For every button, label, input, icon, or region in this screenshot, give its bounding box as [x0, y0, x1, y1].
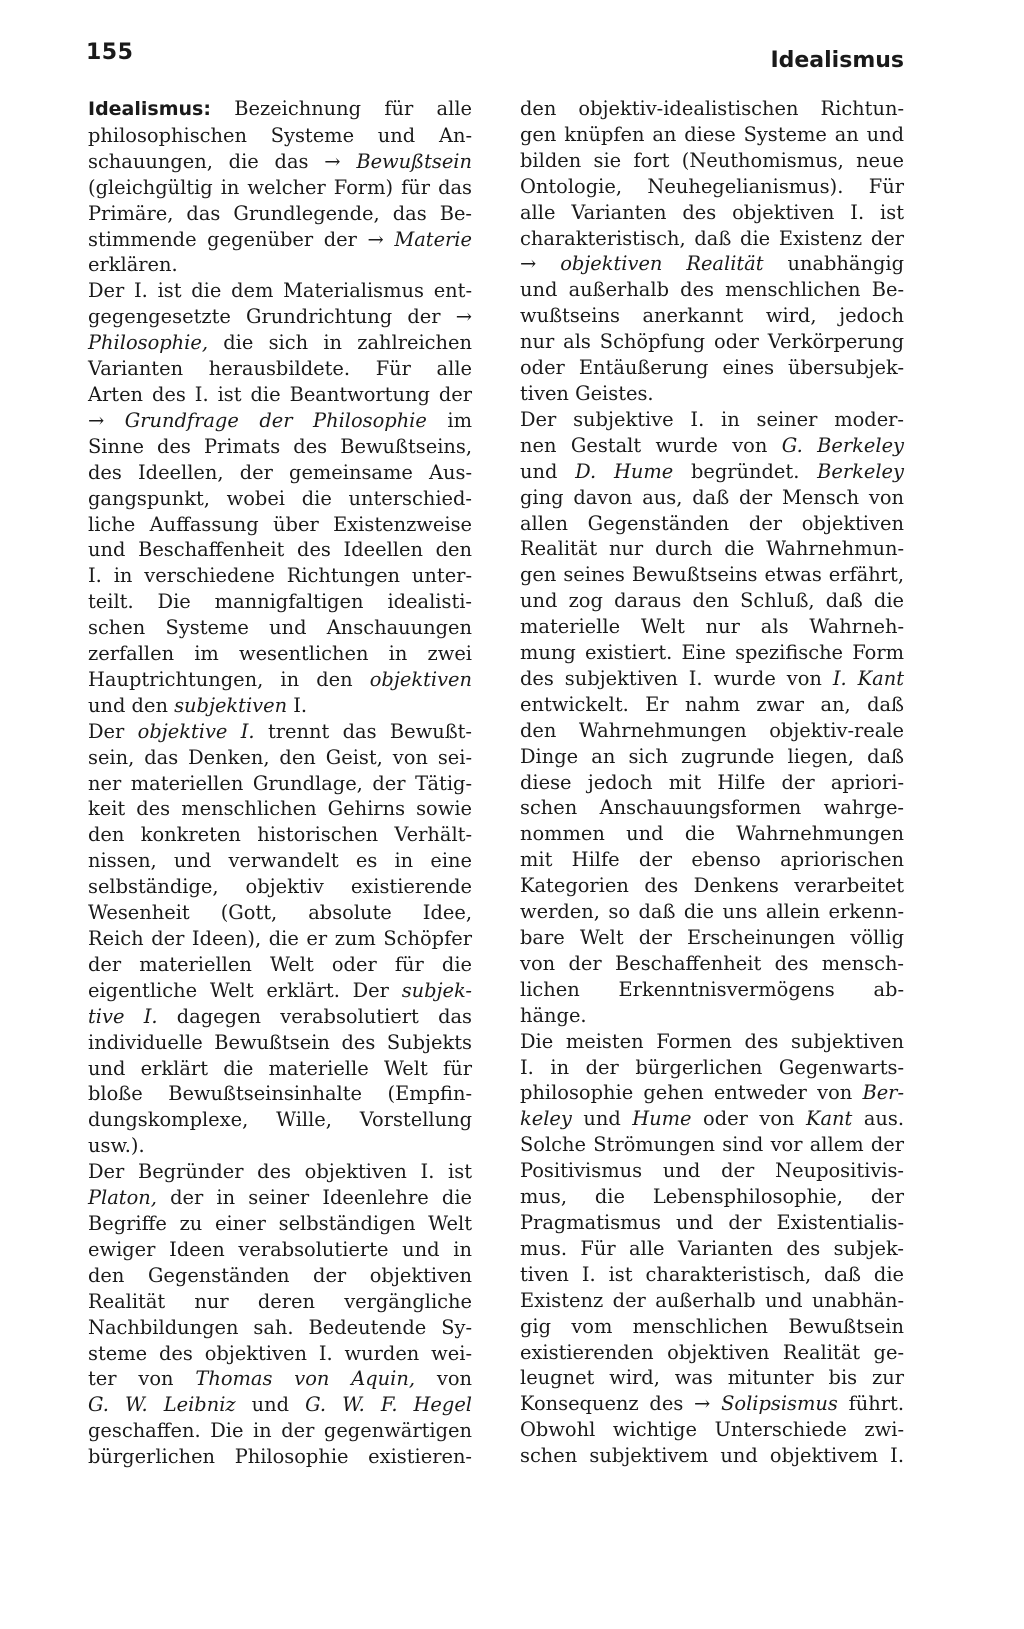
- text-line: [88, 1289, 472, 1315]
- text-span: (gleichgültig in welcher Form) für das: [88, 175, 472, 199]
- text-line: [520, 1262, 904, 1288]
- text-span: bilden sie fort (Neuthomismus, neue: [520, 148, 904, 172]
- text-span: Nachbildungen sah. Bedeutende Sy-: [88, 1315, 472, 1339]
- text-span: schen subjektivem und objektivem I.: [520, 1444, 904, 1468]
- text-line: [520, 1417, 904, 1443]
- text-line: [520, 1288, 904, 1314]
- text-span: individuelle Bewußtsein des Subjekts: [88, 1030, 472, 1054]
- text-span: geschaffen. Die in der gegenwärtigen: [88, 1419, 472, 1443]
- text-span: Realität nur durch die Wahrnehmun-: [520, 537, 904, 561]
- text-span: nissen, und verwandelt es in eine: [88, 849, 472, 873]
- text-line: [88, 1056, 472, 1082]
- text-line: [88, 1444, 472, 1470]
- text-span: den Wahrnehmungen objektiv-reale: [520, 718, 904, 742]
- text-span: Positivismus und der Neupositivis-: [520, 1159, 904, 1183]
- text-span: gig vom menschlichen Bewußtsein: [520, 1314, 904, 1338]
- text-span: dungskomplexe, Wille, Vorstellung: [88, 1108, 472, 1132]
- text-line: [520, 433, 904, 459]
- text-span: schauungen, die das →: [88, 149, 357, 173]
- italic-term: Hume: [632, 1107, 692, 1131]
- text-line: [520, 666, 904, 692]
- text-span: Der Begründer des objektiven I. ist: [88, 1160, 472, 1184]
- text-span: des subjektiven I. wurde von: [520, 666, 833, 690]
- text-span: I. in der bürgerlichen Gegenwarts-: [520, 1055, 904, 1079]
- text-line: [520, 1365, 904, 1391]
- text-span: →: [520, 252, 561, 276]
- text-line: [88, 641, 472, 667]
- text-line: [88, 434, 472, 460]
- page-number: 155: [86, 40, 134, 65]
- italic-term: Bewußtsein: [356, 149, 472, 173]
- text-line: [88, 796, 472, 822]
- text-line: [520, 1236, 904, 1262]
- text-line: [520, 847, 904, 873]
- text-span: schen Anschauungsformen wahrge-: [520, 796, 904, 820]
- italic-term: objektive I.: [137, 719, 255, 743]
- italic-term: keley: [520, 1107, 572, 1131]
- italic-term: G. W. F. Hegel: [305, 1393, 472, 1417]
- text-line: [88, 1366, 472, 1392]
- text-span: des Ideellen, der gemeinsame Aus-: [88, 460, 472, 484]
- text-line: [520, 485, 904, 511]
- text-line: [88, 822, 472, 848]
- text-line: [520, 459, 904, 485]
- text-line: [520, 1003, 904, 1029]
- text-line: [520, 148, 904, 174]
- text-span: den Gegenständen der objektiven: [88, 1263, 472, 1287]
- text-span: mung existiert. Eine spezifische Form: [520, 641, 904, 665]
- text-line: [88, 978, 472, 1004]
- text-span: Ontologie, Neuhegelianismus). Für: [520, 174, 904, 198]
- text-span: erklären.: [88, 253, 178, 277]
- text-span: bare Welt der Erscheinungen völlig: [520, 926, 904, 949]
- text-span: und den: [88, 693, 175, 717]
- text-line: [88, 537, 472, 563]
- text-span: begründet.: [673, 459, 818, 483]
- text-span: Pragmatismus und der Existentialis-: [520, 1210, 904, 1234]
- text-span: der materiellen Welt oder für die: [88, 952, 472, 976]
- text-span: der in seiner Ideenlehre die: [156, 1186, 472, 1210]
- text-span: steme des objektiven I. wurden wei-: [88, 1341, 472, 1365]
- text-span: gen seines Bewußtseins etwas erfährt,: [520, 563, 904, 587]
- text-line: [88, 719, 472, 745]
- text-span: den objektiv-idealistischen Richtun-: [520, 97, 904, 120]
- text-line: [88, 745, 472, 771]
- text-span: Sinne des Primats des Bewußtseins,: [88, 434, 472, 458]
- text-span: eigentliche Welt erklärt. Der: [88, 978, 402, 1002]
- text-line: [88, 1341, 472, 1367]
- text-span: unabhängig: [763, 252, 904, 276]
- text-line: [520, 329, 904, 355]
- text-line: [520, 1391, 904, 1417]
- text-span: wußtseins anerkannt wird, jedoch: [520, 304, 904, 328]
- text-span: von: [415, 1367, 473, 1391]
- text-span: oder Entäußerung eines übersubjek-: [520, 356, 904, 380]
- text-span: bürgerlichen Philosophie existieren-: [88, 1445, 472, 1469]
- text-line: [520, 1314, 904, 1340]
- text-line: [520, 821, 904, 847]
- text-line: [520, 251, 904, 277]
- text-line: [520, 1210, 904, 1236]
- text-span: Existenz der außerhalb und unabhän-: [520, 1288, 904, 1312]
- text-line: [88, 615, 472, 641]
- text-line: [88, 848, 472, 874]
- text-line: [88, 252, 472, 278]
- text-span: philosophischen Systeme und An-: [88, 123, 472, 147]
- text-span: diese jedoch mit Hilfe der apriori-: [520, 770, 904, 794]
- text-line: [88, 356, 472, 382]
- text-line: [520, 614, 904, 640]
- text-line: [520, 536, 904, 562]
- text-line: [520, 1132, 904, 1158]
- text-span: ner materiellen Grundlage, der Tätig-: [88, 771, 472, 795]
- text-line: [520, 174, 904, 200]
- text-line: [88, 1185, 472, 1211]
- italic-term: Materie: [394, 227, 472, 251]
- italic-term: objektiven: [369, 667, 472, 691]
- text-line: [88, 1030, 472, 1056]
- text-span: den konkreten historischen Verhält-: [88, 823, 472, 847]
- italic-term: G. W. Leibniz: [88, 1393, 236, 1417]
- text-line: [88, 693, 472, 719]
- italic-term: Ber-: [862, 1081, 904, 1105]
- text-span: Konsequenz des →: [520, 1392, 722, 1416]
- text-span: sein, das Denken, den Geist, von sei-: [88, 745, 472, 769]
- text-span: lichen Erkenntnisvermögens ab-: [520, 977, 904, 1001]
- text-span: entwickelt. Er nahm zwar an, daß: [520, 692, 904, 716]
- text-span: Realität nur deren vergängliche: [88, 1289, 472, 1313]
- text-line: [520, 1055, 904, 1081]
- text-line: [88, 1237, 472, 1263]
- text-line: [88, 1315, 472, 1341]
- text-line: [520, 1080, 904, 1106]
- text-line: [520, 1184, 904, 1210]
- text-line: [520, 925, 904, 951]
- text-line: [88, 1107, 472, 1133]
- text-line: [520, 96, 904, 122]
- text-line: [520, 1158, 904, 1184]
- text-span: mus, die Lebensphilosophie, der: [520, 1185, 904, 1209]
- text-span: nommen und die Wahrnehmungen: [520, 822, 904, 846]
- text-span: aus.: [852, 1107, 904, 1131]
- italic-term: Platon,: [88, 1186, 157, 1210]
- text-line: [88, 227, 472, 253]
- text-line: [88, 512, 472, 538]
- text-line: [88, 382, 472, 408]
- text-span: materielle Welt nur als Wahrneh-: [520, 615, 904, 639]
- text-line: [520, 226, 904, 252]
- text-line: [520, 407, 904, 433]
- text-span: und zog daraus den Schluß, daß die: [520, 589, 904, 613]
- headword: Idealismus:: [88, 98, 211, 120]
- text-line: [520, 303, 904, 329]
- text-line: [88, 900, 472, 926]
- text-line: [520, 122, 904, 148]
- text-line: [520, 562, 904, 588]
- text-line: [88, 123, 472, 149]
- text-line: [88, 667, 472, 693]
- text-span: →: [88, 408, 125, 432]
- text-span: zerfallen im wesentlichen in zwei: [88, 642, 472, 666]
- text-span: gegengesetzte Grundrichtung der →: [88, 305, 472, 329]
- text-span: und: [235, 1393, 306, 1417]
- text-span: liche Auffassung über Existenzweise: [88, 512, 472, 536]
- text-span: Solche Strömungen sind vor allem der: [520, 1133, 904, 1157]
- text-span: Der subjektive I. in seiner moder-: [520, 407, 904, 431]
- text-span: keit des menschlichen Gehirns sowie: [88, 797, 472, 821]
- text-span: im: [426, 408, 472, 432]
- text-span: philosophie gehen entweder von: [520, 1081, 863, 1105]
- text-span: und außerhalb des menschlichen Be-: [520, 278, 904, 302]
- text-span: bloße Bewußtseinsinhalte (Empfin-: [88, 1082, 472, 1106]
- text-span: I. in verschiedene Richtungen unter-: [88, 564, 472, 588]
- text-span: nen Gestalt wurde von: [520, 433, 782, 457]
- text-span: hänge.: [520, 1003, 587, 1027]
- text-line: [88, 1211, 472, 1237]
- text-line: [520, 873, 904, 899]
- text-line: [88, 1133, 472, 1159]
- text-line: [520, 640, 904, 666]
- text-span: gangspunkt, wobei die unterschied-: [88, 486, 472, 510]
- text-line: [88, 201, 472, 227]
- text-line: [520, 1029, 904, 1055]
- text-line: [88, 1418, 472, 1444]
- italic-term: Philosophie,: [88, 331, 208, 355]
- text-span: gen knüpfen an diese Systeme an und: [520, 122, 904, 146]
- text-line: [88, 874, 472, 900]
- text-span: mit Hilfe der ebenso apriorischen: [520, 848, 904, 872]
- italic-term: G. Berkeley: [781, 433, 904, 457]
- text-line: [520, 1340, 904, 1366]
- text-span: Der: [88, 719, 138, 743]
- text-span: führt.: [837, 1392, 904, 1416]
- italic-term: objektiven Realität: [560, 252, 764, 276]
- italic-term: D. Hume: [575, 459, 674, 483]
- text-span: von der Beschaffenheit des mensch-: [520, 951, 904, 975]
- text-line: [520, 951, 904, 977]
- italic-term: Thomas von Aquin,: [195, 1367, 416, 1391]
- text-line: [520, 744, 904, 770]
- text-line: [88, 1081, 472, 1107]
- text-span: ter von: [88, 1367, 196, 1391]
- text-line: [520, 770, 904, 796]
- text-line: [88, 278, 472, 304]
- text-span: Arten des I. ist die Beantwortung der: [88, 382, 472, 406]
- text-line: [520, 795, 904, 821]
- text-span: Kategorien des Denkens verarbeitet: [520, 874, 904, 898]
- text-line: [520, 1106, 904, 1132]
- text-span: ewiger Ideen verabsolutierte und in: [88, 1237, 472, 1261]
- text-line: [88, 1263, 472, 1289]
- text-line: [88, 771, 472, 797]
- text-line: [88, 460, 472, 486]
- italic-term: subjektiven: [174, 693, 288, 717]
- text-line: [520, 588, 904, 614]
- text-line: [88, 149, 472, 175]
- text-span: Die meisten Formen des subjektiven: [520, 1029, 904, 1053]
- text-span: tiven Geistes.: [520, 381, 654, 405]
- text-span: stimmende gegenüber der →: [88, 227, 395, 251]
- italic-term: subjek-: [401, 978, 472, 1002]
- text-span: nur als Schöpfung oder Verkörperung: [520, 330, 904, 354]
- italic-term: Grundfrage der Philosophie: [124, 408, 427, 432]
- text-span: Obwohl wichtige Unterschiede zwi-: [520, 1418, 904, 1442]
- text-line: [520, 977, 904, 1003]
- text-line: [88, 926, 472, 952]
- text-span: usw.).: [88, 1134, 145, 1158]
- left-column: [88, 96, 472, 1470]
- text-line: [88, 175, 472, 201]
- text-line: [88, 486, 472, 512]
- text-line: [520, 355, 904, 381]
- text-line: [88, 408, 472, 434]
- text-span: und erklärt die materielle Welt für: [88, 1056, 472, 1080]
- text-line: [88, 1159, 472, 1185]
- text-span: teilt. Die mannigfaltigen idealisti-: [88, 590, 472, 614]
- text-span: existierenden objektiven Realität ge-: [520, 1340, 904, 1364]
- text-span: Begriffe zu einer selbständigen Welt: [88, 1211, 472, 1235]
- text-span: werden, so daß die uns allein erkenn-: [520, 900, 904, 924]
- italic-term: Berkeley: [817, 459, 904, 483]
- text-span: Reich der Ideen), die er zum Schöpfer: [88, 927, 472, 950]
- text-line: [88, 330, 472, 356]
- text-line: [88, 563, 472, 589]
- text-span: Der I. ist die dem Materialismus ent-: [88, 279, 472, 303]
- text-span: selbständige, objektiv existierende: [88, 875, 472, 899]
- text-line: [88, 952, 472, 978]
- text-line: [520, 899, 904, 925]
- italic-term: tive I.: [88, 1004, 158, 1028]
- text-span: und Beschaffenheit des Ideellen den: [88, 538, 472, 562]
- text-span: ging davon aus, daß der Mensch von: [520, 485, 904, 509]
- text-span: allen Gegenständen der objektiven: [520, 511, 904, 535]
- text-span: charakteristisch, daß die Existenz der: [520, 226, 904, 250]
- text-span: mus. Für alle Varianten des subjek-: [520, 1236, 904, 1260]
- text-span: trennt das Bewußt-: [254, 719, 472, 743]
- text-line: [520, 200, 904, 226]
- text-span: Dinge an sich zugrunde liegen, daß: [520, 744, 904, 768]
- text-line: [520, 381, 904, 407]
- text-span: und: [520, 459, 576, 483]
- text-line: [520, 718, 904, 744]
- text-line: [520, 511, 904, 537]
- text-span: oder von: [691, 1107, 806, 1131]
- text-span: schen Systeme und Anschauungen: [88, 616, 472, 640]
- text-span: Varianten herausbildete. Für alle: [88, 357, 472, 381]
- text-span: leugnet wird, was mitunter bis zur: [520, 1366, 904, 1390]
- text-line: [520, 1443, 904, 1469]
- text-line: [88, 589, 472, 615]
- text-line: [88, 304, 472, 330]
- text-line: [520, 277, 904, 303]
- text-span: I.: [287, 693, 308, 717]
- text-span: Bezeichnung für alle: [210, 97, 472, 120]
- text-span: Hauptrichtungen, in den: [88, 667, 370, 691]
- text-line: [88, 1004, 472, 1030]
- right-column: [520, 96, 904, 1469]
- text-span: und: [571, 1107, 633, 1131]
- text-span: tiven I. ist charakteristisch, daß die: [520, 1262, 904, 1286]
- italic-term: I. Kant: [832, 666, 904, 690]
- text-line: [88, 1392, 472, 1418]
- text-span: die sich in zahlreichen: [207, 331, 472, 355]
- text-line: [88, 96, 472, 123]
- text-line: [520, 692, 904, 718]
- text-span: Wesenheit (Gott, absolute Idee,: [88, 901, 472, 925]
- text-span: Primäre, das Grundlegende, das Be-: [88, 201, 472, 225]
- running-head: Idealismus: [770, 48, 904, 73]
- text-span: dagegen verabsolutiert das: [157, 1004, 472, 1028]
- italic-term: Kant: [806, 1107, 853, 1131]
- italic-term: Solipsismus: [721, 1392, 838, 1416]
- text-span: alle Varianten des objektiven I. ist: [520, 200, 904, 224]
